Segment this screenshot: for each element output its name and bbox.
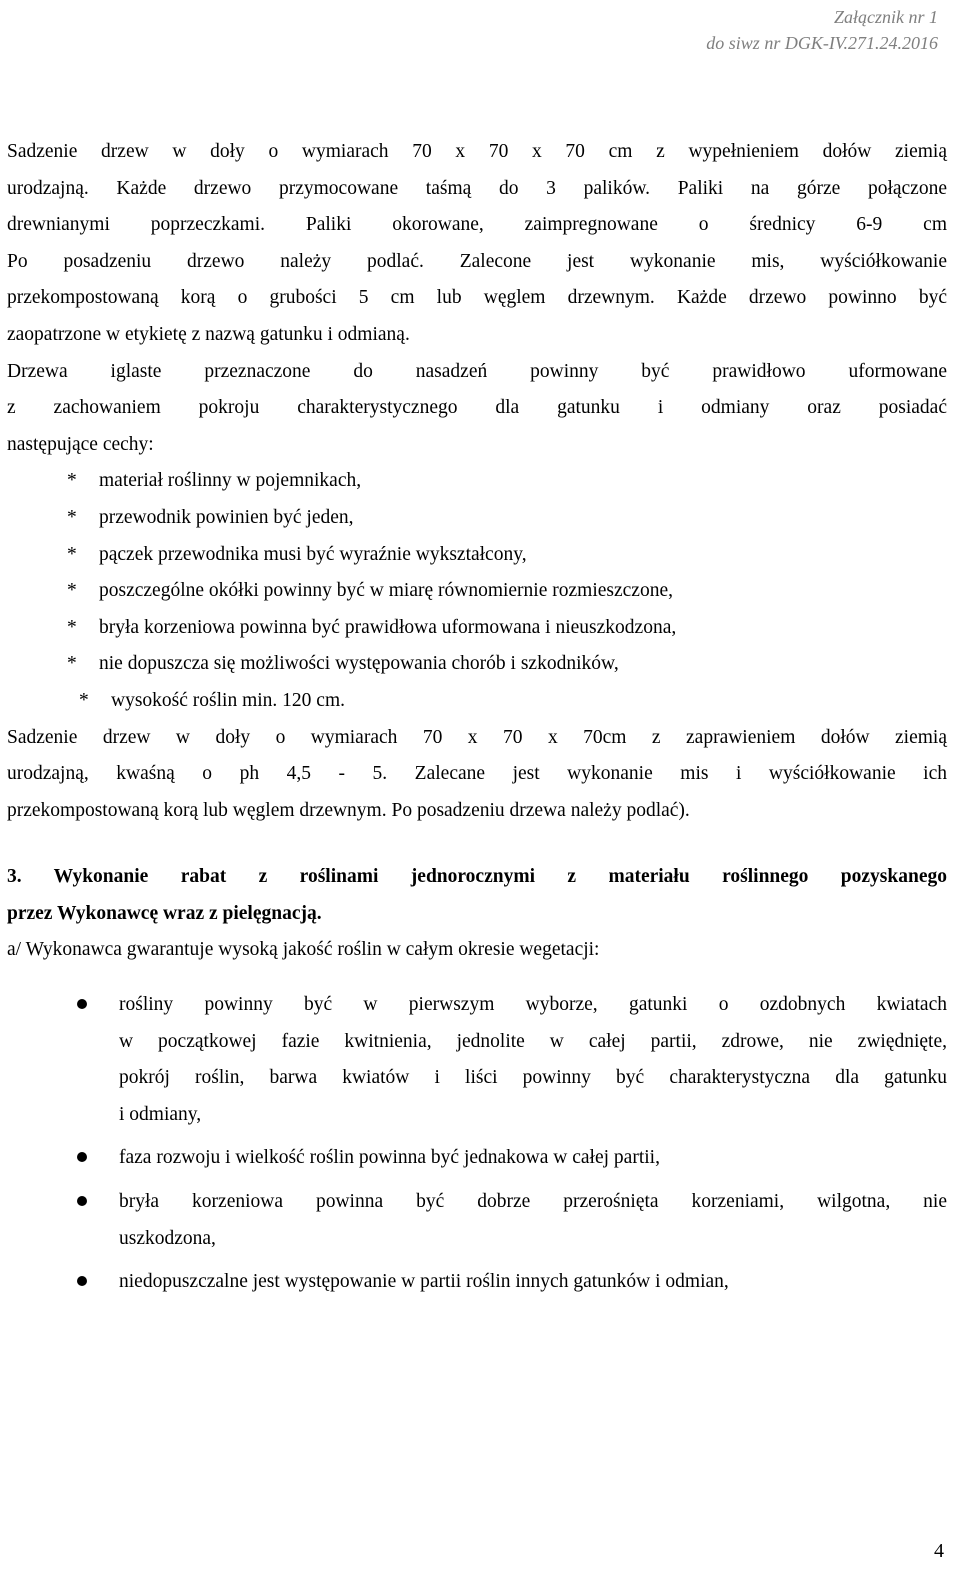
- conifer-features-list: [7, 463, 947, 719]
- paragraph-conifers: [7, 354, 947, 464]
- plant-quality-list: [7, 987, 947, 1301]
- heading-line: 3. Wykonanie rabat z roślinami jednorocznymi z materiału roślinnego pozyskanego: [7, 866, 947, 888]
- text-line: urodzajną, kwaśną o ph 4,5 - 5. Zalecane jest wykonanie mis i wyściółkowanie ich: [7, 763, 947, 785]
- list-item: bryła korzeniowa powinna być dobrze przerośnięta korzeniami, wilgotna, nie uszkodzona,: [7, 1184, 947, 1257]
- asterisk-icon: *: [67, 543, 77, 565]
- paragraph-tree-planting-acidic: [7, 720, 947, 830]
- asterisk-icon: *: [67, 506, 77, 528]
- asterisk-icon: *: [67, 580, 77, 602]
- bullet-icon: [77, 1276, 87, 1286]
- list-item: * przewodnik powinien być jeden,: [67, 500, 947, 537]
- asterisk-icon: *: [79, 689, 89, 711]
- list-item: * wysokość roślin min. 120 cm.: [67, 683, 947, 720]
- document-header: [706, 4, 938, 56]
- text-line: drewnianymi poprzeczkami. Paliki okorowane, zaimpregnowane o średnicy 6-9 cm: [7, 214, 947, 236]
- list-item: * poszczególne okółki powinny być w miarę równomiernie rozmieszczone,: [67, 573, 947, 610]
- list-item: * pączek przewodnika musi być wyraźnie wykształcony,: [67, 537, 947, 574]
- section-3-intro: a/ Wykonawca gwarantuje wysoką jakość roślin w całym okresie wegetacji:: [7, 939, 600, 961]
- bullet-icon: [77, 1152, 87, 1162]
- bullet-icon: [77, 1196, 87, 1206]
- asterisk-icon: *: [67, 653, 77, 675]
- paragraph-tree-planting: [7, 134, 947, 354]
- asterisk-icon: *: [67, 470, 77, 492]
- text-line: Sadzenie drzew w doły o wymiarach 70 x 70 x 70 cm z wypełnieniem dołów ziemią: [7, 141, 947, 162]
- header-siwz-reference: do siwz nr DGK-IV.271.24.2016: [706, 33, 938, 53]
- document-body: [7, 134, 947, 1301]
- asterisk-icon: *: [67, 616, 77, 638]
- text-line: Drzewa iglaste przeznaczone do nasadzeń powinny być prawidłowo uformowane: [7, 360, 947, 382]
- list-item: * materiał roślinny w pojemnikach,: [67, 463, 947, 500]
- text-line: następujące cechy:: [7, 433, 154, 455]
- text-line: zaopatrzone w etykietę z nazwą gatunku i odmianą.: [7, 323, 410, 345]
- section-3-heading: [7, 859, 947, 932]
- text-line: Po posadzeniu drzewo należy podlać. Zalecone jest wykonanie mis, wyściółkowanie: [7, 250, 947, 272]
- text-line: przekompostowaną korą o grubości 5 cm lub węglem drzewnym. Każde drzewo powinno być: [7, 287, 947, 309]
- heading-line: przez Wykonawcę wraz z pielęgnacją.: [7, 902, 322, 924]
- text-line: Sadzenie drzew w doły o wymiarach 70 x 70 x 70cm z zaprawieniem dołów ziemią: [7, 726, 947, 748]
- list-item: * bryła korzeniowa powinna być prawidłowa uformowana i nieuszkodzona,: [67, 610, 947, 647]
- list-item: * nie dopuszcza się możliwości występowania chorób i szkodników,: [67, 646, 947, 683]
- text-line: z zachowaniem pokroju charakterystycznego dla gatunku i odmiany oraz posiadać: [7, 397, 947, 419]
- list-item: rośliny powinny być w pierwszym wyborze, gatunki o ozdobnych kwiatach w początkowej fazie kwitnienia, jednolite w całej partii, zdrowe, nie zwiędnięte, pokrój roślin, barwa kwiatów i liści powinny być charakterystyczna dla gatunku i odmiany,: [7, 987, 947, 1133]
- text-line: urodzajną. Każde drzewo przymocowane taśmą do 3 palików. Paliki na górze połączone: [7, 177, 947, 199]
- list-item: faza rozwoju i wielkość roślin powinna być jednakowa w całej partii,: [7, 1140, 947, 1177]
- bullet-icon: [77, 999, 87, 1009]
- spacer: [7, 829, 947, 859]
- header-attachment-label: Załącznik nr 1: [833, 7, 938, 27]
- page-number: 4: [934, 1540, 944, 1562]
- list-item: niedopuszczalne jest występowanie w partii roślin innych gatunków i odmian,: [7, 1264, 947, 1301]
- spacer: [7, 969, 947, 987]
- text-line: przekompostowaną korą lub węglem drzewnym. Po posadzeniu drzewa należy podlać).: [7, 799, 690, 821]
